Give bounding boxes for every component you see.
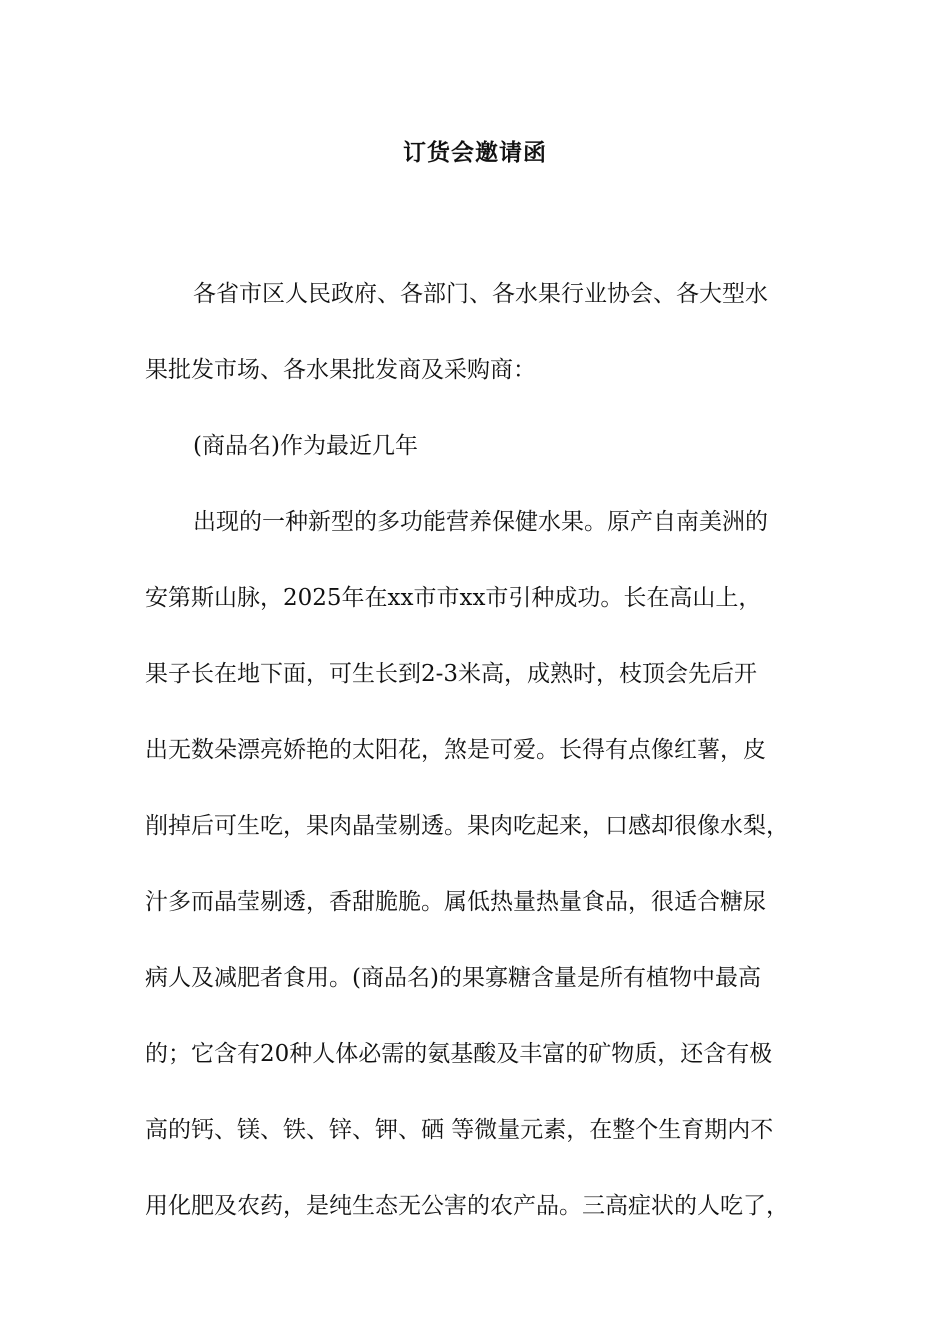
document-body bbox=[145, 256, 825, 1244]
paragraph-line: (商品名)作为最近几年 bbox=[193, 433, 418, 459]
paragraph-line: 用化肥及农药，是纯生态无公害的农产品。三高症状的人吃了， bbox=[145, 1193, 789, 1219]
paragraph-line: 汁多而晶莹剔透，香甜脆脆。属低热量热量食品，很适合糖尿 bbox=[145, 889, 766, 915]
paragraph-line: 出现的一种新型的多功能营养保健水果。原产自南美洲的 bbox=[193, 509, 768, 535]
paragraph-line: 削掉后可生吃，果肉晶莹剔透。果肉吃起来，口感却很像水梨， bbox=[145, 813, 789, 839]
paragraph-line: 果子长在地下面，可生长到2-3米高，成熟时，枝顶会先后开 bbox=[145, 661, 758, 687]
paragraph-line: 病人及减肥者食用。(商品名)的果寡糖含量是所有植物中最高 bbox=[145, 965, 761, 991]
paragraph-line: 安第斯山脉，2025年在xx市市xx市引种成功。长在高山上， bbox=[145, 585, 762, 611]
paragraph-line: 各省市区人民政府、各部门、各水果行业协会、各大型水 bbox=[193, 281, 768, 307]
paragraph-line: 的；它含有20种人体必需的氨基酸及丰富的矿物质，还含有极 bbox=[145, 1041, 773, 1067]
document-title: 订货会邀请函 bbox=[403, 140, 547, 166]
paragraph-line: 出无数朵漂亮娇艳的太阳花，煞是可爱。长得有点像红薯，皮 bbox=[145, 737, 766, 763]
paragraph-line: 果批发市场、各水果批发商及采购商： bbox=[145, 357, 536, 383]
paragraph-line: 高的钙、镁、铁、锌、钾、硒 等微量元素，在整个生育期内不 bbox=[145, 1117, 774, 1143]
